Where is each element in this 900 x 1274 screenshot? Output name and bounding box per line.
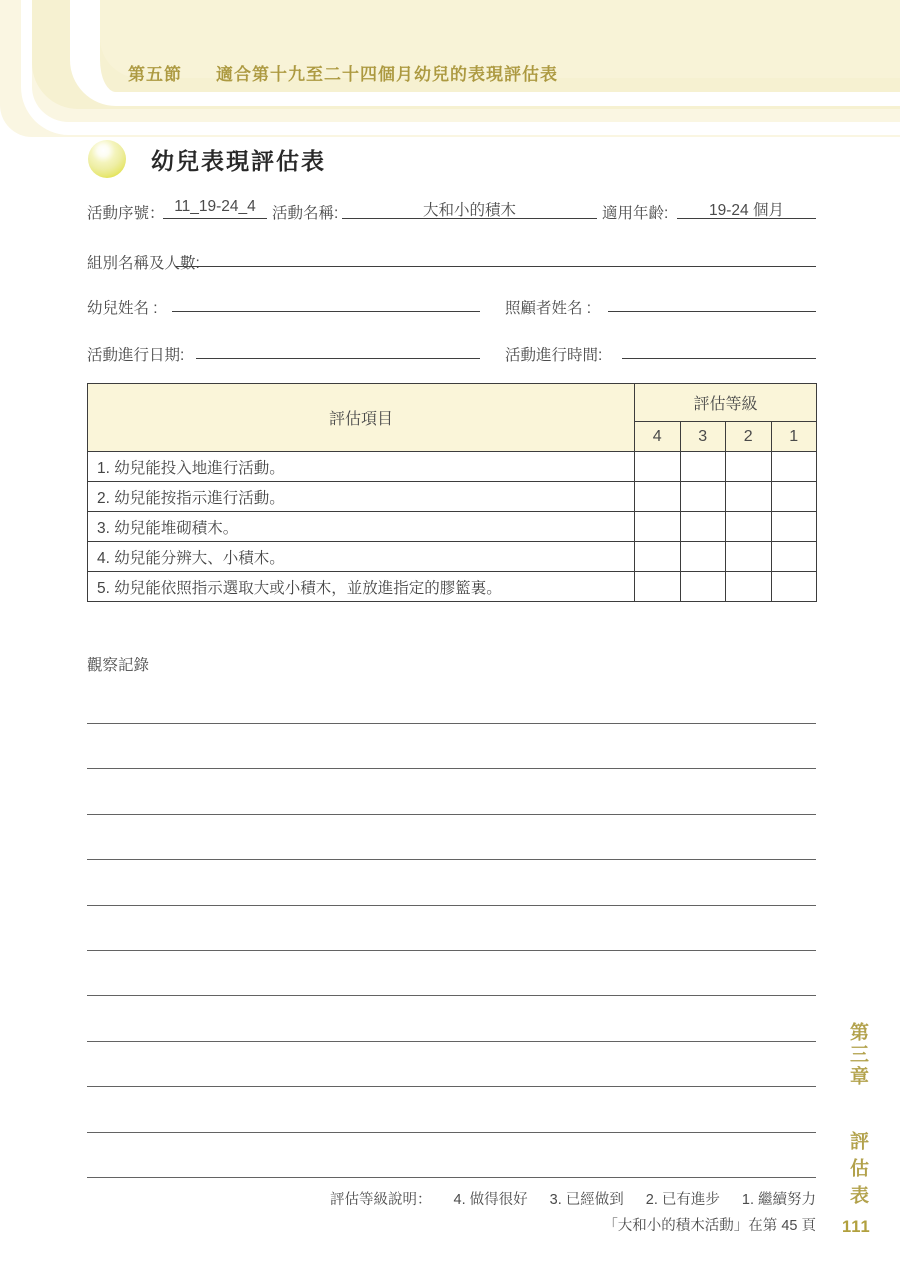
time-label: 活動進行時間: xyxy=(505,347,603,364)
chapter-section-label: 評估表 xyxy=(847,1131,868,1212)
chapter-sidebar xyxy=(844,1022,871,1212)
legend-item: 2. 已有進步 xyxy=(645,1192,720,1208)
rating-column-header: 評估等級 xyxy=(635,384,817,422)
chapter-label: 第三章 xyxy=(847,1022,868,1088)
rating-cell xyxy=(726,542,772,572)
writing-line xyxy=(87,1177,816,1178)
table-row xyxy=(88,452,817,482)
caregiver-name-label: 照顧者姓名 : xyxy=(505,300,592,317)
legend-label: 評估等級說明： xyxy=(330,1192,432,1208)
rating-cell xyxy=(635,542,681,572)
writing-line xyxy=(87,859,816,860)
rating-cell xyxy=(680,542,726,572)
rating-cell xyxy=(726,482,772,512)
rating-cell xyxy=(771,572,817,602)
rating-cell xyxy=(680,572,726,602)
activity-no-label: 活動序號： xyxy=(87,205,165,222)
rating-level-header: 2 xyxy=(726,422,772,452)
table-row xyxy=(88,512,817,542)
assessment-item: 1. 幼兒能投入地進行活動。 xyxy=(88,452,635,482)
writing-line xyxy=(87,950,816,951)
rating-cell xyxy=(771,512,817,542)
table-header-row xyxy=(88,384,817,422)
rating-legend xyxy=(330,1188,816,1209)
item-column-header: 評估項目 xyxy=(88,384,635,452)
writing-line xyxy=(87,1086,816,1087)
activity-name-label: 活動名稱: xyxy=(272,205,339,222)
page-number: 111 xyxy=(842,1218,871,1236)
child-name-label: 幼兒姓名 : xyxy=(87,300,158,317)
table-row xyxy=(88,542,817,572)
rating-cell xyxy=(726,452,772,482)
observation-label: 觀察記錄 xyxy=(87,657,150,674)
writing-line xyxy=(87,1132,816,1133)
activity-no-field: 11_19-24_4 xyxy=(163,198,267,219)
rating-cell xyxy=(726,572,772,602)
yellow-ball-icon xyxy=(88,140,126,178)
writing-line xyxy=(87,814,816,815)
writing-line xyxy=(87,995,816,996)
legend-item: 3. 已經做到 xyxy=(549,1192,624,1208)
caregiver-name-field xyxy=(608,291,816,312)
rating-cell xyxy=(635,452,681,482)
assessment-table xyxy=(87,383,817,602)
rating-level-header: 3 xyxy=(680,422,726,452)
writing-line xyxy=(87,905,816,906)
table-row xyxy=(88,482,817,512)
rating-cell xyxy=(771,482,817,512)
activity-reference: 「大和小的積木活動」在第 45 頁 xyxy=(603,1218,816,1234)
writing-line xyxy=(87,1041,816,1042)
rating-level-header: 4 xyxy=(635,422,681,452)
rating-cell xyxy=(680,452,726,482)
rating-cell xyxy=(726,512,772,542)
assessment-table-body xyxy=(88,452,817,602)
section-title: 適合第十九至二十四個月幼兒的表現評估表 xyxy=(216,65,558,84)
child-name-field xyxy=(172,291,480,312)
rating-cell xyxy=(635,482,681,512)
rating-cell xyxy=(771,452,817,482)
table-row xyxy=(88,572,817,602)
rating-cell xyxy=(635,572,681,602)
assessment-item: 4. 幼兒能分辨大、小積木。 xyxy=(88,542,635,572)
rating-cell xyxy=(771,542,817,572)
time-field xyxy=(622,338,816,359)
assessment-item: 5. 幼兒能依照指示選取大或小積木，並放進指定的膠籃裏。 xyxy=(88,572,635,602)
rating-cell xyxy=(680,482,726,512)
date-label: 活動進行日期: xyxy=(87,347,185,364)
assessment-item: 3. 幼兒能堆砌積木。 xyxy=(88,512,635,542)
page-title: 幼兒表現評估表 xyxy=(151,148,326,174)
activity-name-field: 大和小的積木 xyxy=(342,198,597,219)
group-label: 組別名稱及人數: xyxy=(87,255,200,272)
group-field xyxy=(176,246,816,267)
assessment-item: 2. 幼兒能按指示進行活動。 xyxy=(88,482,635,512)
date-field xyxy=(196,338,480,359)
rating-cell xyxy=(680,512,726,542)
legend-item: 1. 繼續努力 xyxy=(741,1192,816,1208)
section-heading xyxy=(128,60,558,85)
legend-item: 4. 做得很好 xyxy=(453,1192,528,1208)
section-label: 第五節 xyxy=(128,65,182,84)
age-label: 適用年齡: xyxy=(602,205,669,222)
rating-level-header: 1 xyxy=(771,422,817,452)
writing-line xyxy=(87,768,816,769)
rating-cell xyxy=(635,512,681,542)
legend-items xyxy=(432,1192,817,1208)
writing-line xyxy=(87,723,816,724)
age-field: 19-24 個月 xyxy=(677,198,816,219)
